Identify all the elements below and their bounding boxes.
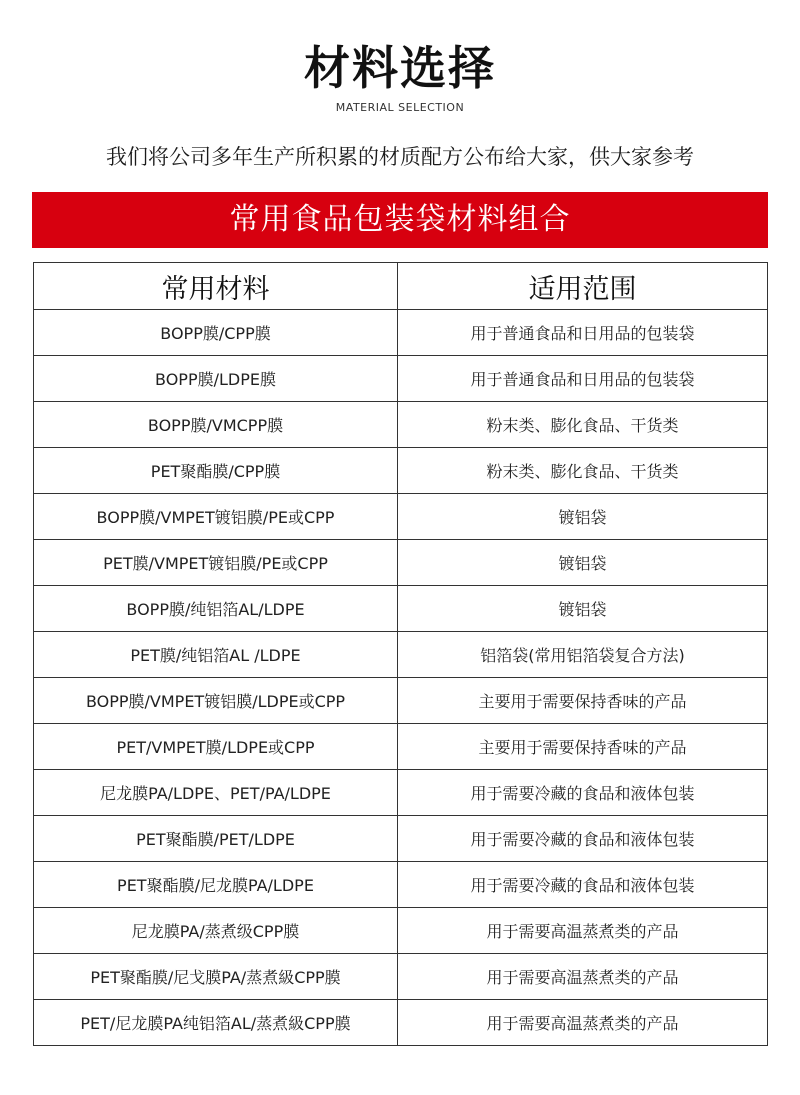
- table-row: [34, 494, 768, 540]
- material-cell: PET聚酯膜/尼戈膜PA/蒸煮級CPP膜: [34, 954, 398, 1000]
- section-banner: 常用食品包装袋材料组合: [32, 192, 768, 248]
- use-cell: 用于需要高温蒸煮类的产品: [398, 908, 768, 954]
- table-row: [34, 448, 768, 494]
- table-row: [34, 586, 768, 632]
- use-cell: 主要用于需要保持香味的产品: [398, 678, 768, 724]
- table-body: [34, 310, 768, 1046]
- material-cell: 尼龙膜PA/LDPE、PET/PA/LDPE: [34, 770, 398, 816]
- table-row: [34, 1000, 768, 1046]
- table-row: [34, 310, 768, 356]
- material-cell: PET聚酯膜/CPP膜: [34, 448, 398, 494]
- table-row: [34, 862, 768, 908]
- intro-text: 我们将公司多年生产所积累的材质配方公布给大家，供大家参考: [106, 145, 694, 169]
- use-cell: 用于需要高温蒸煮类的产品: [398, 1000, 768, 1046]
- material-cell: BOPP膜/VMPET镀铝膜/PE或CPP: [34, 494, 398, 540]
- table-row: [34, 678, 768, 724]
- material-cell: 尼龙膜PA/蒸煮级CPP膜: [34, 908, 398, 954]
- use-cell: 主要用于需要保持香味的产品: [398, 724, 768, 770]
- table-row: [34, 954, 768, 1000]
- use-cell: 粉末类、膨化食品、干货类: [398, 448, 768, 494]
- table-row: [34, 356, 768, 402]
- material-cell: PET聚酯膜/PET/LDPE: [34, 816, 398, 862]
- material-cell: BOPP膜/LDPE膜: [34, 356, 398, 402]
- table-row: [34, 908, 768, 954]
- use-cell: 镀铝袋: [398, 494, 768, 540]
- use-cell: 镀铝袋: [398, 586, 768, 632]
- use-cell: 用于需要冷藏的食品和液体包装: [398, 770, 768, 816]
- use-cell: 用于普通食品和日用品的包装袋: [398, 356, 768, 402]
- table-row: [34, 816, 768, 862]
- column-header-use: 适用范围: [398, 263, 768, 310]
- page-title: 材料选择: [304, 41, 496, 95]
- use-cell: 铝箔袋(常用铝箔袋复合方法): [398, 632, 768, 678]
- material-cell: PET膜/VMPET镀铝膜/PE或CPP: [34, 540, 398, 586]
- use-cell: 用于需要冷藏的食品和液体包装: [398, 862, 768, 908]
- material-cell: BOPP膜/VMPET镀铝膜/LDPE或CPP: [34, 678, 398, 724]
- material-cell: PET/尼龙膜PA纯铝箔AL/蒸煮級CPP膜: [34, 1000, 398, 1046]
- material-cell: BOPP膜/CPP膜: [34, 310, 398, 356]
- table-header-row: [34, 263, 768, 310]
- column-header-material: 常用材料: [34, 263, 398, 310]
- material-cell: PET膜/纯铝箔AL /LDPE: [34, 632, 398, 678]
- use-cell: 用于普通食品和日用品的包装袋: [398, 310, 768, 356]
- use-cell: 用于需要冷藏的食品和液体包装: [398, 816, 768, 862]
- material-cell: BOPP膜/纯铝箔AL/LDPE: [34, 586, 398, 632]
- material-cell: PET/VMPET膜/LDPE或CPP: [34, 724, 398, 770]
- page-subtitle: MATERIAL SELECTION: [335, 101, 465, 114]
- material-cell: BOPP膜/VMCPP膜: [34, 402, 398, 448]
- use-cell: 粉末类、膨化食品、干货类: [398, 402, 768, 448]
- use-cell: 用于需要高温蒸煮类的产品: [398, 954, 768, 1000]
- table-row: [34, 724, 768, 770]
- table-row: [34, 770, 768, 816]
- material-table: [33, 262, 768, 1046]
- use-cell: 镀铝袋: [398, 540, 768, 586]
- material-cell: PET聚酯膜/尼龙膜PA/LDPE: [34, 862, 398, 908]
- table-row: [34, 632, 768, 678]
- table-row: [34, 540, 768, 586]
- table-row: [34, 402, 768, 448]
